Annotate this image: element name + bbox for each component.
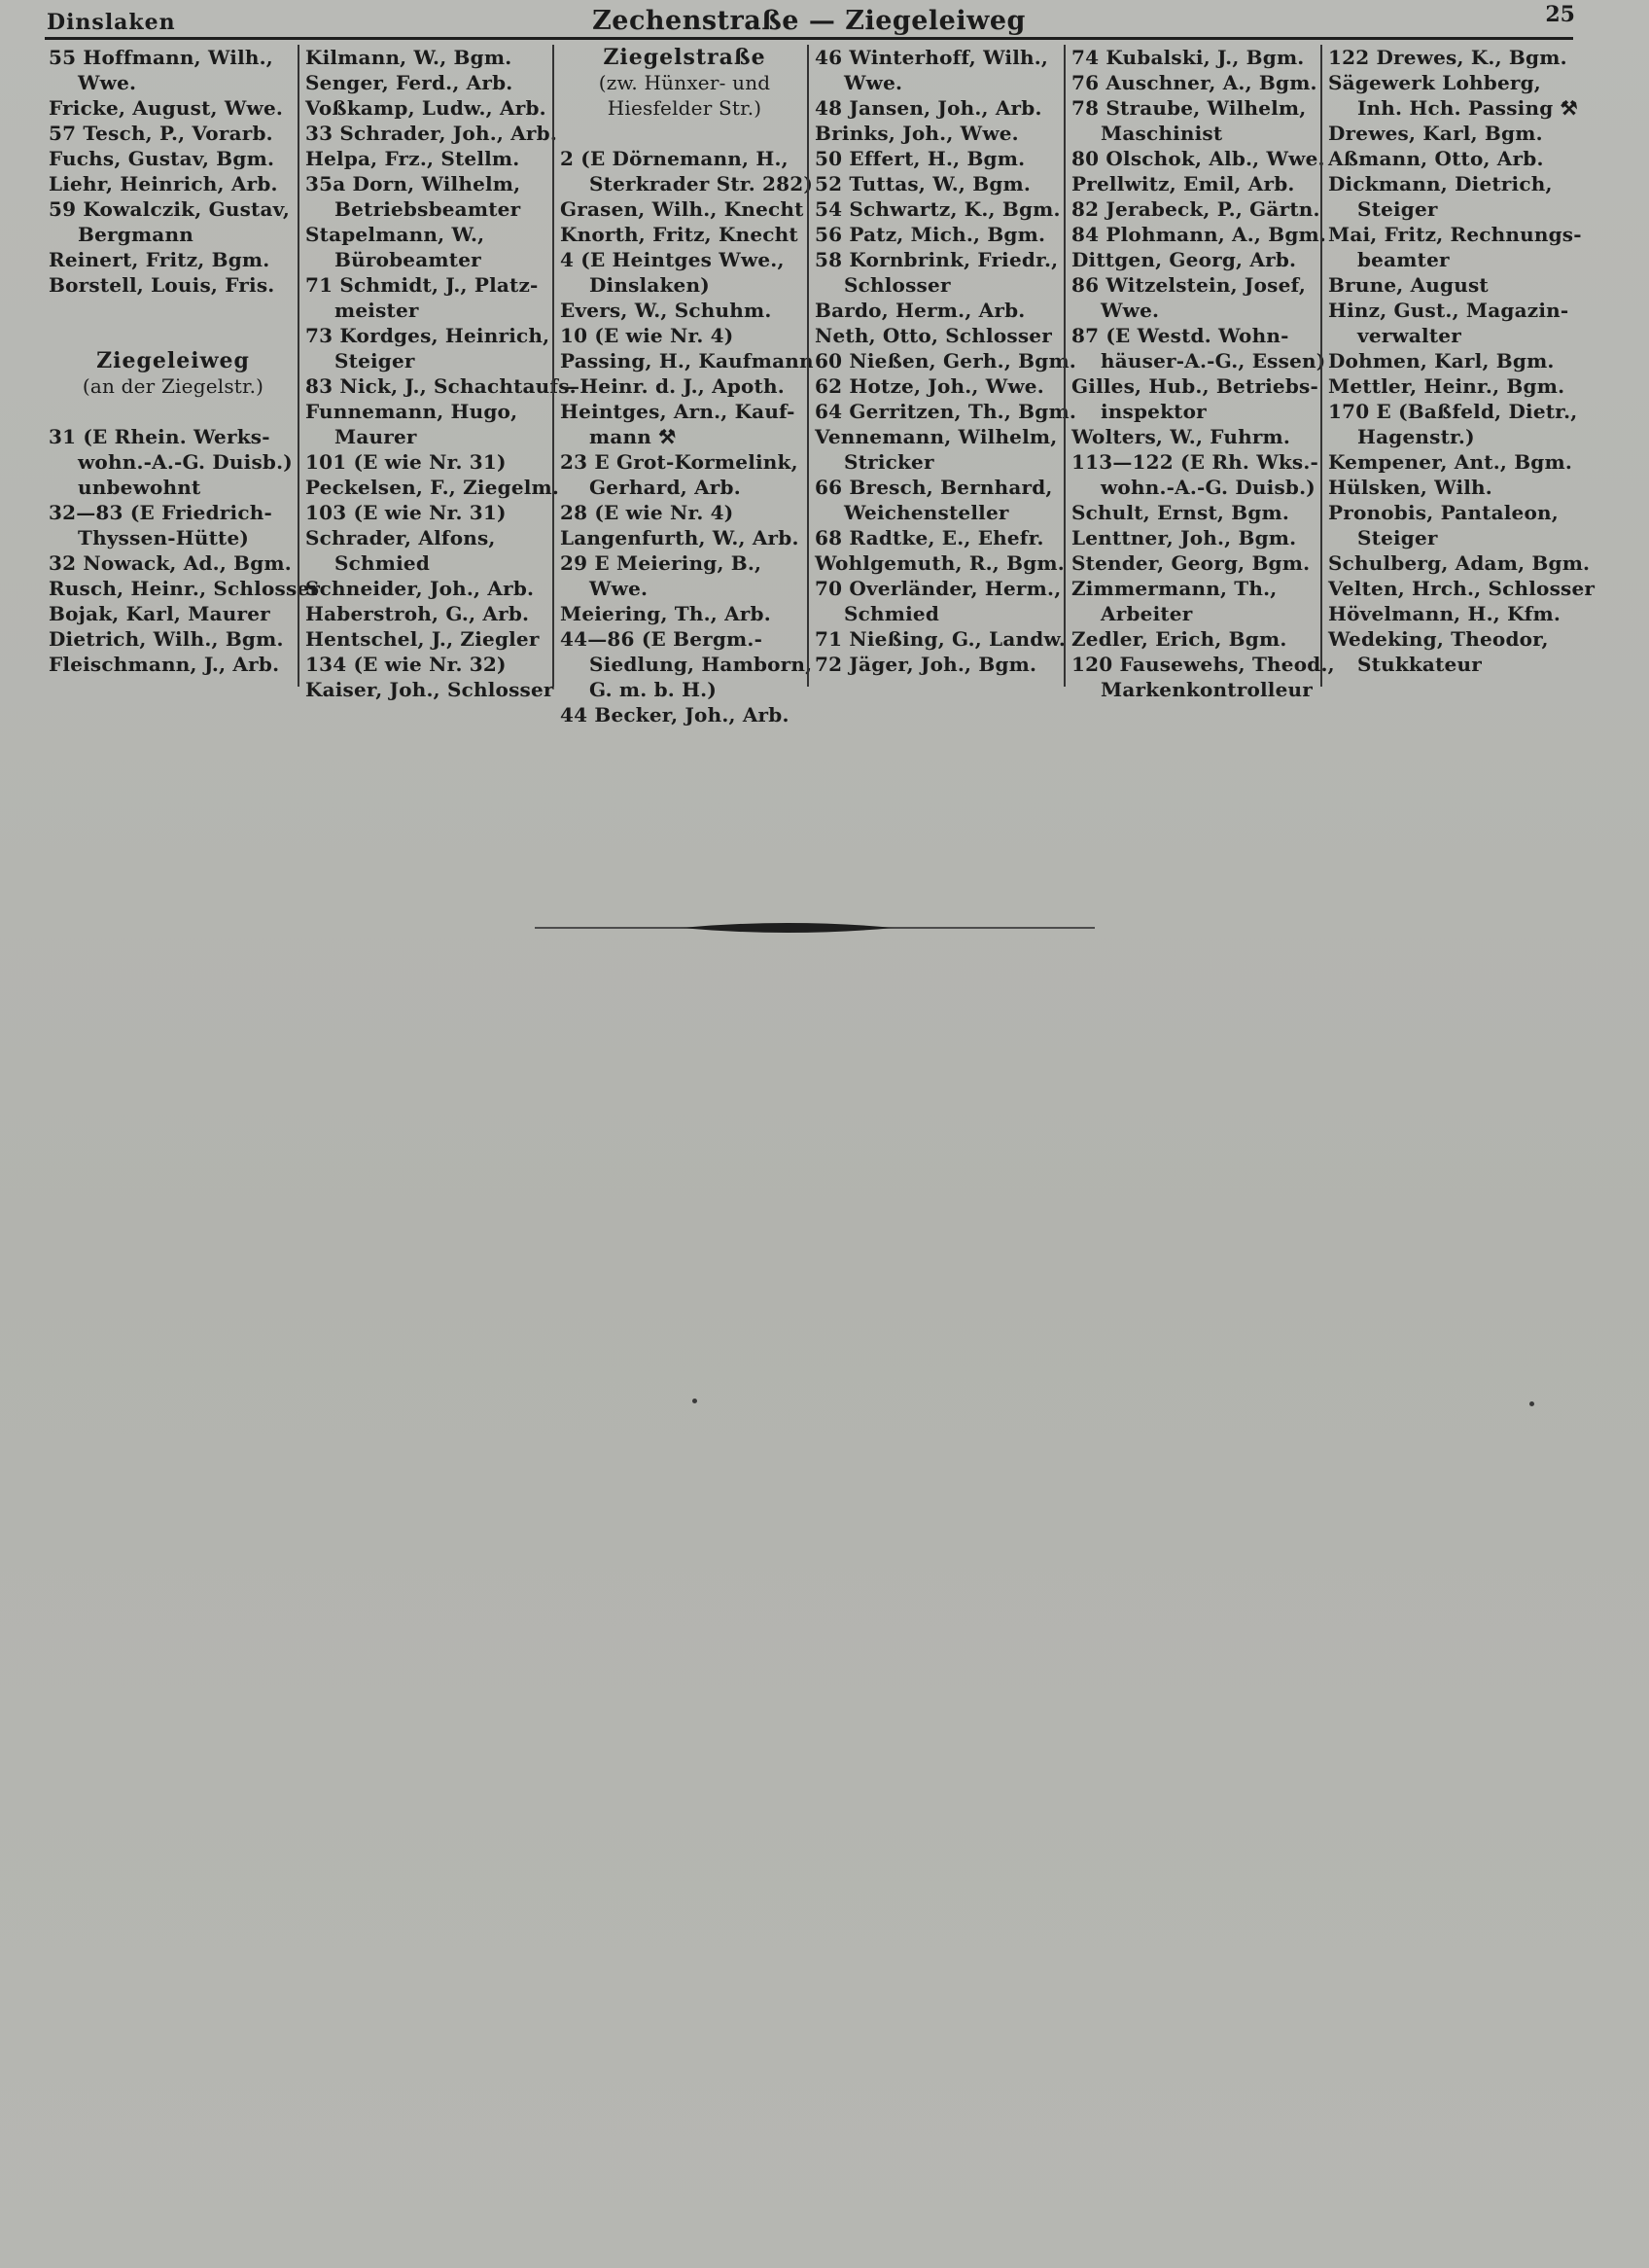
directory-entry-line: Schrader, Alfons, [305,526,496,549]
directory-entry-line: Schneider, Joh., Arb. [305,577,535,600]
directory-entry-line: Hentschel, J., Ziegler [305,627,540,651]
spacer [49,298,298,323]
directory-entry-line: mann ⚒ [589,425,677,448]
spacer [560,121,809,146]
directory-entry-line: Bergmann [78,223,193,246]
directory-entry-line: 33 Schrader, Joh., Arb. [305,122,558,145]
column-3 [552,45,814,726]
directory-entry-line: 66 Bresch, Bernhard, [815,476,1053,499]
directory-entry-line: 170 E (Baßfeld, Dietr., [1328,400,1578,423]
directory-entry-line: Brinks, Joh., Wwe. [815,122,1019,145]
directory-entry-line: Inh. Hch. Passing ⚒ [1357,96,1578,120]
directory-entry-line: 84 Plohmann, A., Bgm. [1071,223,1327,246]
end-ornament-rule [535,919,1095,937]
directory-entry-line: Heintges, Arn., Kauf- [560,400,795,423]
directory-entry-line: Knorth, Fritz, Knecht [560,223,798,246]
directory-entry-line: Voßkamp, Ludw., Arb. [305,96,546,120]
directory-entry-line: Dickmann, Dietrich, [1328,172,1553,195]
directory-entry-line: Maschinist [1101,122,1223,145]
running-head-town: Dinslaken [47,10,176,35]
directory-entry-line: 62 Hotze, Joh., Wwe. [815,374,1044,398]
page-number: 25 [1545,2,1575,27]
directory-entry-line: Wwe. [844,71,903,94]
directory-entry-line: Pronobis, Pantaleon, [1328,501,1559,524]
directory-entry-line: Bojak, Karl, Maurer [49,602,270,625]
directory-entry-line: 87 (E Westd. Wohn- [1071,324,1289,347]
directory-entry-line: 35a Dorn, Wilhelm, [305,172,521,195]
directory-entry-line: 44—86 (E Bergm.- [560,627,763,651]
directory-entry-line: Gilles, Hub., Betriebs- [1071,374,1318,398]
directory-entry-line: 59 Kowalczik, Gustav, [49,197,290,221]
street-heading: Ziegelstraße [603,45,766,70]
running-head-streets: Zechenstraße — Ziegeleiweg [592,6,1026,36]
directory-entry-line: Wedeking, Theodor, [1328,627,1549,651]
directory-entry-line: 48 Jansen, Joh., Arb. [815,96,1042,120]
directory-entry-line: Stricker [844,450,934,474]
directory-entry-line: Helpa, Frz., Stellm. [305,147,520,170]
directory-entry-line: Dietrich, Wilh., Bgm. [49,627,284,651]
directory-entry-line: 2 (E Dörnemann, H., [560,147,789,170]
directory-entry-line: 73 Kordges, Heinrich, [305,324,550,347]
directory-entry-line: Fleischmann, J., Arb. [49,653,280,676]
directory-entry-line: Liehr, Heinrich, Arb. [49,172,278,195]
directory-entry-line: Velten, Hrch., Schlosser [1328,577,1596,600]
directory-entry-line: 122 Drewes, K., Bgm. [1328,46,1567,69]
spacer [49,399,298,424]
directory-entry-line: Neth, Otto, Schlosser [815,324,1052,347]
directory-entry-line: Grasen, Wilh., Knecht [560,197,804,221]
directory-entry-line: Fricke, August, Wwe. [49,96,284,120]
directory-entry-line: inspektor [1101,400,1207,423]
directory-entry-line: 103 (E wie Nr. 31) [305,501,507,524]
directory-entry-line: Wwe. [1101,299,1160,322]
directory-entry-line: 54 Schwartz, K., Bgm. [815,197,1061,221]
street-heading: Ziegeleiweg [96,348,250,373]
directory-entry-line: 86 Witzelstein, Josef, [1071,273,1307,297]
directory-entry-line: Borstell, Louis, Fris. [49,273,275,297]
directory-entry-line: 55 Hoffmann, Wilh., [49,46,273,69]
directory-entry-line: Reinert, Fritz, Bgm. [49,248,270,271]
directory-entry-line: Kaiser, Joh., Schlosser [305,678,554,701]
directory-entry-line: Maurer [334,425,417,448]
directory-entry-line: (zw. Hünxer- und [598,71,771,94]
directory-entry-line: 28 (E wie Nr. 4) [560,501,734,524]
directory-entry-line: Mettler, Heinr., Bgm. [1328,374,1565,398]
directory-entry-line: 32 Nowack, Ad., Bgm. [49,551,292,575]
directory-entry-line: G. m. b. H.) [589,678,718,701]
directory-entry-line: Schmied [844,602,940,625]
directory-entry-line: 60 Nießen, Gerh., Bgm. [815,349,1076,372]
directory-entry-line: Markenkontrolleur [1101,678,1314,701]
directory-entry-line: häuser-A.-G., Essen) [1101,349,1326,372]
directory-entry-line: 44 Becker, Joh., Arb. [560,703,789,726]
directory-entry-line: Steiger [334,349,415,372]
directory-entry-line: Dohmen, Karl, Bgm. [1328,349,1555,372]
directory-entry-line: 74 Kubalski, J., Bgm. [1071,46,1305,69]
directory-entry-line: Gerhard, Arb. [589,476,741,499]
directory-entry-line: Hövelmann, H., Kfm. [1328,602,1561,625]
spacer [49,323,298,348]
directory-entry-line: Langenfurth, W., Arb. [560,526,799,549]
directory-entry-line: Bardo, Herm., Arb. [815,299,1026,322]
column-1 [43,45,321,687]
column-4 [807,45,1076,687]
directory-entry-line: 31 (E Rhein. Werks- [49,425,270,448]
directory-entry-line: Betriebsbeamter [334,197,521,221]
directory-entry-line: wohn.-A.-G. Duisb.) [1101,476,1316,499]
directory-entry-line: Drewes, Karl, Bgm. [1328,122,1543,145]
directory-entry-line: 71 Nießing, G., Landw. [815,627,1067,651]
directory-entry-line: 57 Tesch, P., Vorarb. [49,122,273,145]
directory-entry-line: Hinz, Gust., Magazin- [1328,299,1569,322]
directory-entry-line: Wwe. [78,71,137,94]
directory-entry-line: 23 E Grot-Kormelink, [560,450,798,474]
directory-entry-line: 56 Patz, Mich., Bgm. [815,223,1046,246]
directory-entry-line: Hülsken, Wilh. [1328,476,1492,499]
directory-entry-line: Wwe. [589,577,649,600]
directory-entry-line: Dittgen, Georg, Arb. [1071,248,1297,271]
directory-entry-line: Zimmermann, Th., [1071,577,1278,600]
address-columns [43,45,1596,726]
directory-entry-line: Aßmann, Otto, Arb. [1328,147,1544,170]
directory-entry-line: 52 Tuttas, W., Bgm. [815,172,1032,195]
paper-speck [692,1399,697,1403]
directory-entry-line: Schult, Ernst, Bgm. [1071,501,1290,524]
directory-entry-line: Mai, Fritz, Rechnungs- [1328,223,1582,246]
directory-entry-line: Weichensteller [844,501,1009,524]
directory-entry-line: Schlosser [844,273,951,297]
directory-entry-line: Rusch, Heinr., Schlosser [49,577,321,600]
directory-entry-line: 76 Auschner, A., Bgm. [1071,71,1317,94]
directory-entry-line: Hiesfelder Str.) [607,96,762,120]
directory-entry-line: verwalter [1357,324,1461,347]
directory-entry-line: 83 Nick, J., Schachtaufs. [305,374,577,398]
directory-entry-line: Kempener, Ant., Bgm. [1328,450,1573,474]
directory-entry-line: (an der Ziegelstr.) [82,374,264,398]
directory-entry-line: Vennemann, Wilhelm, [815,425,1058,448]
directory-entry-line: 101 (E wie Nr. 31) [305,450,507,474]
directory-entry-line: Passing, H., Kaufmann [560,349,814,372]
paper-speck [1529,1401,1534,1406]
directory-entry-line: Siedlung, Hamborn, [589,653,813,676]
directory-entry-line: 29 E Meiering, B., [560,551,762,575]
page-header [45,2,1573,40]
directory-entry-line: wohn.-A.-G. Duisb.) [78,450,293,474]
directory-entry-line: Schmied [334,551,431,575]
directory-entry-line: Zedler, Erich, Bgm. [1071,627,1287,651]
directory-entry-line: 64 Gerritzen, Th., Bgm. [815,400,1076,423]
directory-entry-line: Haberstroh, G., Arb. [305,602,530,625]
directory-entry-line: Steiger [1357,197,1438,221]
directory-entry-line: Steiger [1357,526,1438,549]
directory-entry-line: 72 Jäger, Joh., Bgm. [815,653,1037,676]
directory-entry-line: Bürobeamter [334,248,481,271]
directory-entry-line: 82 Jerabeck, P., Gärtn. [1071,197,1320,221]
directory-entry-line: Kilmann, W., Bgm. [305,46,512,69]
directory-entry-line: Stukkateur [1357,653,1482,676]
directory-entry-line: 46 Winterhoff, Wilh., [815,46,1049,69]
directory-entry-line: 58 Kornbrink, Friedr., [815,248,1059,271]
directory-entry-line: Peckelsen, F., Ziegelm. [305,476,560,499]
directory-entry-line: 10 (E wie Nr. 4) [560,324,734,347]
directory-entry-line: 113—122 (E Rh. Wks.- [1071,450,1319,474]
directory-entry-line: meister [334,299,419,322]
directory-entry-line: Stender, Georg, Bgm. [1071,551,1311,575]
directory-entry-line: 134 (E wie Nr. 32) [305,653,507,676]
directory-entry-line: —Heinr. d. J., Apoth. [560,374,785,398]
directory-entry-line: Brune, August [1328,273,1489,297]
column-2 [298,45,577,701]
column-6 [1320,45,1596,687]
directory-entry-line: Hagenstr.) [1357,425,1475,448]
directory-entry-line: 50 Effert, H., Bgm. [815,147,1026,170]
directory-entry-line: 32—83 (E Friedrich- [49,501,272,524]
directory-entry-line: Fuchs, Gustav, Bgm. [49,147,275,170]
directory-entry-line: beamter [1357,248,1450,271]
directory-entry-line: Dinslaken) [589,273,710,297]
directory-entry-line: Funnemann, Hugo, [305,400,518,423]
directory-entry-line: Lenttner, Joh., Bgm. [1071,526,1297,549]
directory-entry-line: Meiering, Th., Arb. [560,602,771,625]
directory-entry-line: 70 Overländer, Herm., [815,577,1062,600]
directory-entry-line: Arbeiter [1101,602,1193,625]
directory-entry-line: unbewohnt [78,476,201,499]
directory-entry-line: Sägewerk Lohberg, [1328,71,1541,94]
directory-entry-line: Stapelmann, W., [305,223,485,246]
directory-entry-line: 71 Schmidt, J., Platz- [305,273,539,297]
directory-entry-line: 78 Straube, Wilhelm, [1071,96,1307,120]
directory-entry-line: Schulberg, Adam, Bgm. [1328,551,1591,575]
directory-entry-line: Senger, Ferd., Arb. [305,71,513,94]
directory-entry-line: Evers, W., Schuhm. [560,299,772,322]
column-5 [1064,45,1335,701]
directory-entry-line: Thyssen-Hütte) [78,526,250,549]
directory-entry-line: 80 Olschok, Alb., Wwe. [1071,147,1325,170]
directory-entry-line: Prellwitz, Emil, Arb. [1071,172,1295,195]
directory-entry-line: Wohlgemuth, R., Bgm. [815,551,1065,575]
directory-entry-line: 68 Radtke, E., Ehefr. [815,526,1044,549]
directory-entry-line: 120 Fausewehs, Theod., [1071,653,1335,676]
directory-entry-line: Wolters, W., Fuhrm. [1071,425,1291,448]
directory-entry-line: 4 (E Heintges Wwe., [560,248,785,271]
directory-entry-line: Sterkrader Str. 282) [589,172,814,195]
